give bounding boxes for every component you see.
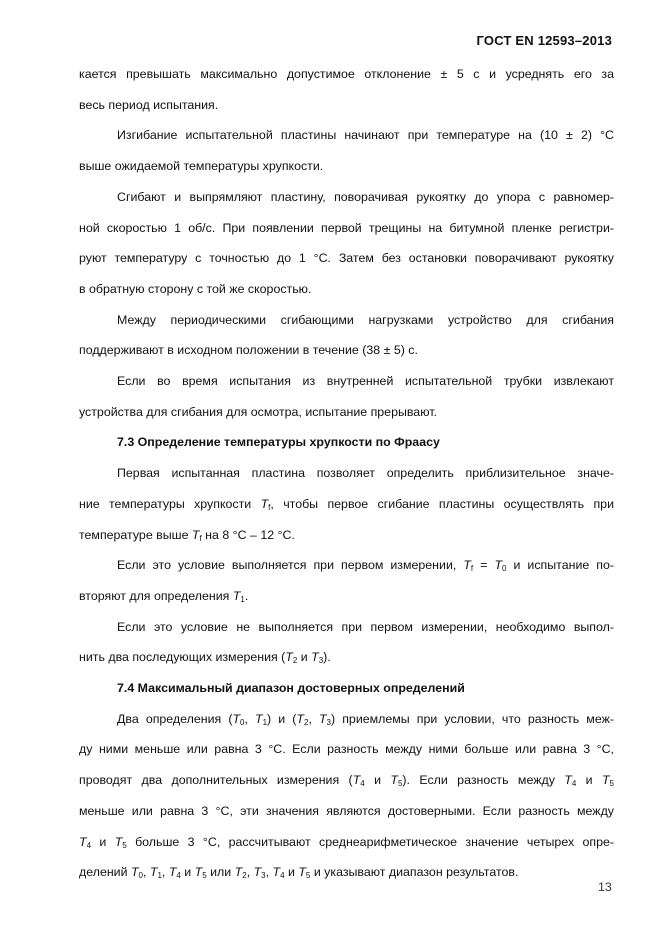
- text-line: Если это условие выполняется при первом измерении, $T_f = T_0$ и испытание по-: [117, 558, 615, 574]
- text-line: $T_4$ и $T_5$ больше 3 °С, рассчитывают среднеарифметическое значение четырех опре-: [79, 834, 615, 850]
- text-line: Изгибание испытательной пластины начинают при температуре на (10 ± 2) °С: [117, 128, 614, 143]
- text-line: ние температуры хрупкости $T_f$, чтобы первое сгибание пластины осуществлять при: [79, 496, 614, 512]
- section-heading-7-3: 7.3 Определение температуры хрупкости по Фраасу: [117, 435, 440, 450]
- paragraph: [79, 366, 614, 427]
- paragraph: [79, 612, 614, 673]
- section-heading-7-4: 7.4 Максимальный диапазон достоверных определений: [117, 681, 465, 696]
- text-line: Сгибают и выпрямляют пластину, поворачивая рукоятку до упора с равномер-: [117, 189, 614, 204]
- document-header: ГОСТ EN 12593–2013: [476, 33, 612, 48]
- text-line: температуре выше $T_f$ на 8 °С – 12 °С.: [79, 527, 295, 543]
- text-line: делений $T_0$, $T_1$, $T_4$ и $T_5$ или $T_2$, $T_3$, $T_4$ и $T_5$ и указывают диапазон результатов.: [79, 865, 519, 881]
- text-line: кается превышать максимально допустимое отклонение ± 5 с и усреднять его за: [79, 67, 614, 81]
- paragraph: [79, 120, 614, 181]
- text-line: ду ними меньше или равна 3 °С. Если разность между ними больше или равна 3 °С,: [79, 742, 614, 757]
- paragraph: [79, 305, 614, 366]
- text-line: вторяют для определения $T_1$.: [79, 588, 249, 604]
- text-line: Первая испытанная пластина позволяет определить приблизительное значе-: [117, 466, 614, 481]
- page-number: 13: [598, 880, 612, 894]
- text-line: ной скоростью 1 об/с. При появлении первой трещины на битумной пленке регистри-: [79, 220, 614, 235]
- text-line: меньше или равна 3 °С, эти значения являются достоверными. Если разность между: [79, 803, 614, 818]
- text-line: Если во время испытания из внутренней испытательной трубки извлекают: [117, 374, 614, 389]
- text-line: нить два последующих измерения ($T_2$ и $T_3$).: [79, 650, 331, 666]
- text-line: проводят два дополнительных измерения ($T_4$ и $T_5$). Если разность между $T_4$ и $T_5$: [79, 773, 614, 789]
- text-line: Между периодическими сгибающими нагрузками устройство для сгибания: [117, 312, 614, 327]
- paragraph: [79, 704, 614, 888]
- paragraph: [79, 550, 614, 611]
- text-line: Если это условие не выполняется при первом измерении, необходимо выпол-: [117, 619, 614, 634]
- text-line: в обратную сторону с той же скоростью.: [79, 281, 312, 296]
- text-line: руют температуру с точностью до 1 °С. Затем без остановки поворачивают рукоятку: [79, 251, 614, 266]
- paragraph: [79, 458, 614, 550]
- text-line: Два определения ($T_0$, $T_1$) и ($T_2$, $T_3$) приемлемы при условии, что разность меж-: [117, 711, 614, 727]
- paragraph: [79, 182, 614, 305]
- paragraph: [79, 59, 614, 120]
- text-line: выше ожидаемой температуры хрупкости.: [79, 159, 324, 174]
- text-line: поддерживают в исходном положении в течение (38 ± 5) с.: [79, 343, 418, 358]
- text-line: весь период испытания.: [79, 97, 219, 112]
- document-body: [79, 59, 614, 888]
- text-line: устройства для сгибания для осмотра, испытание прерывают.: [79, 404, 437, 419]
